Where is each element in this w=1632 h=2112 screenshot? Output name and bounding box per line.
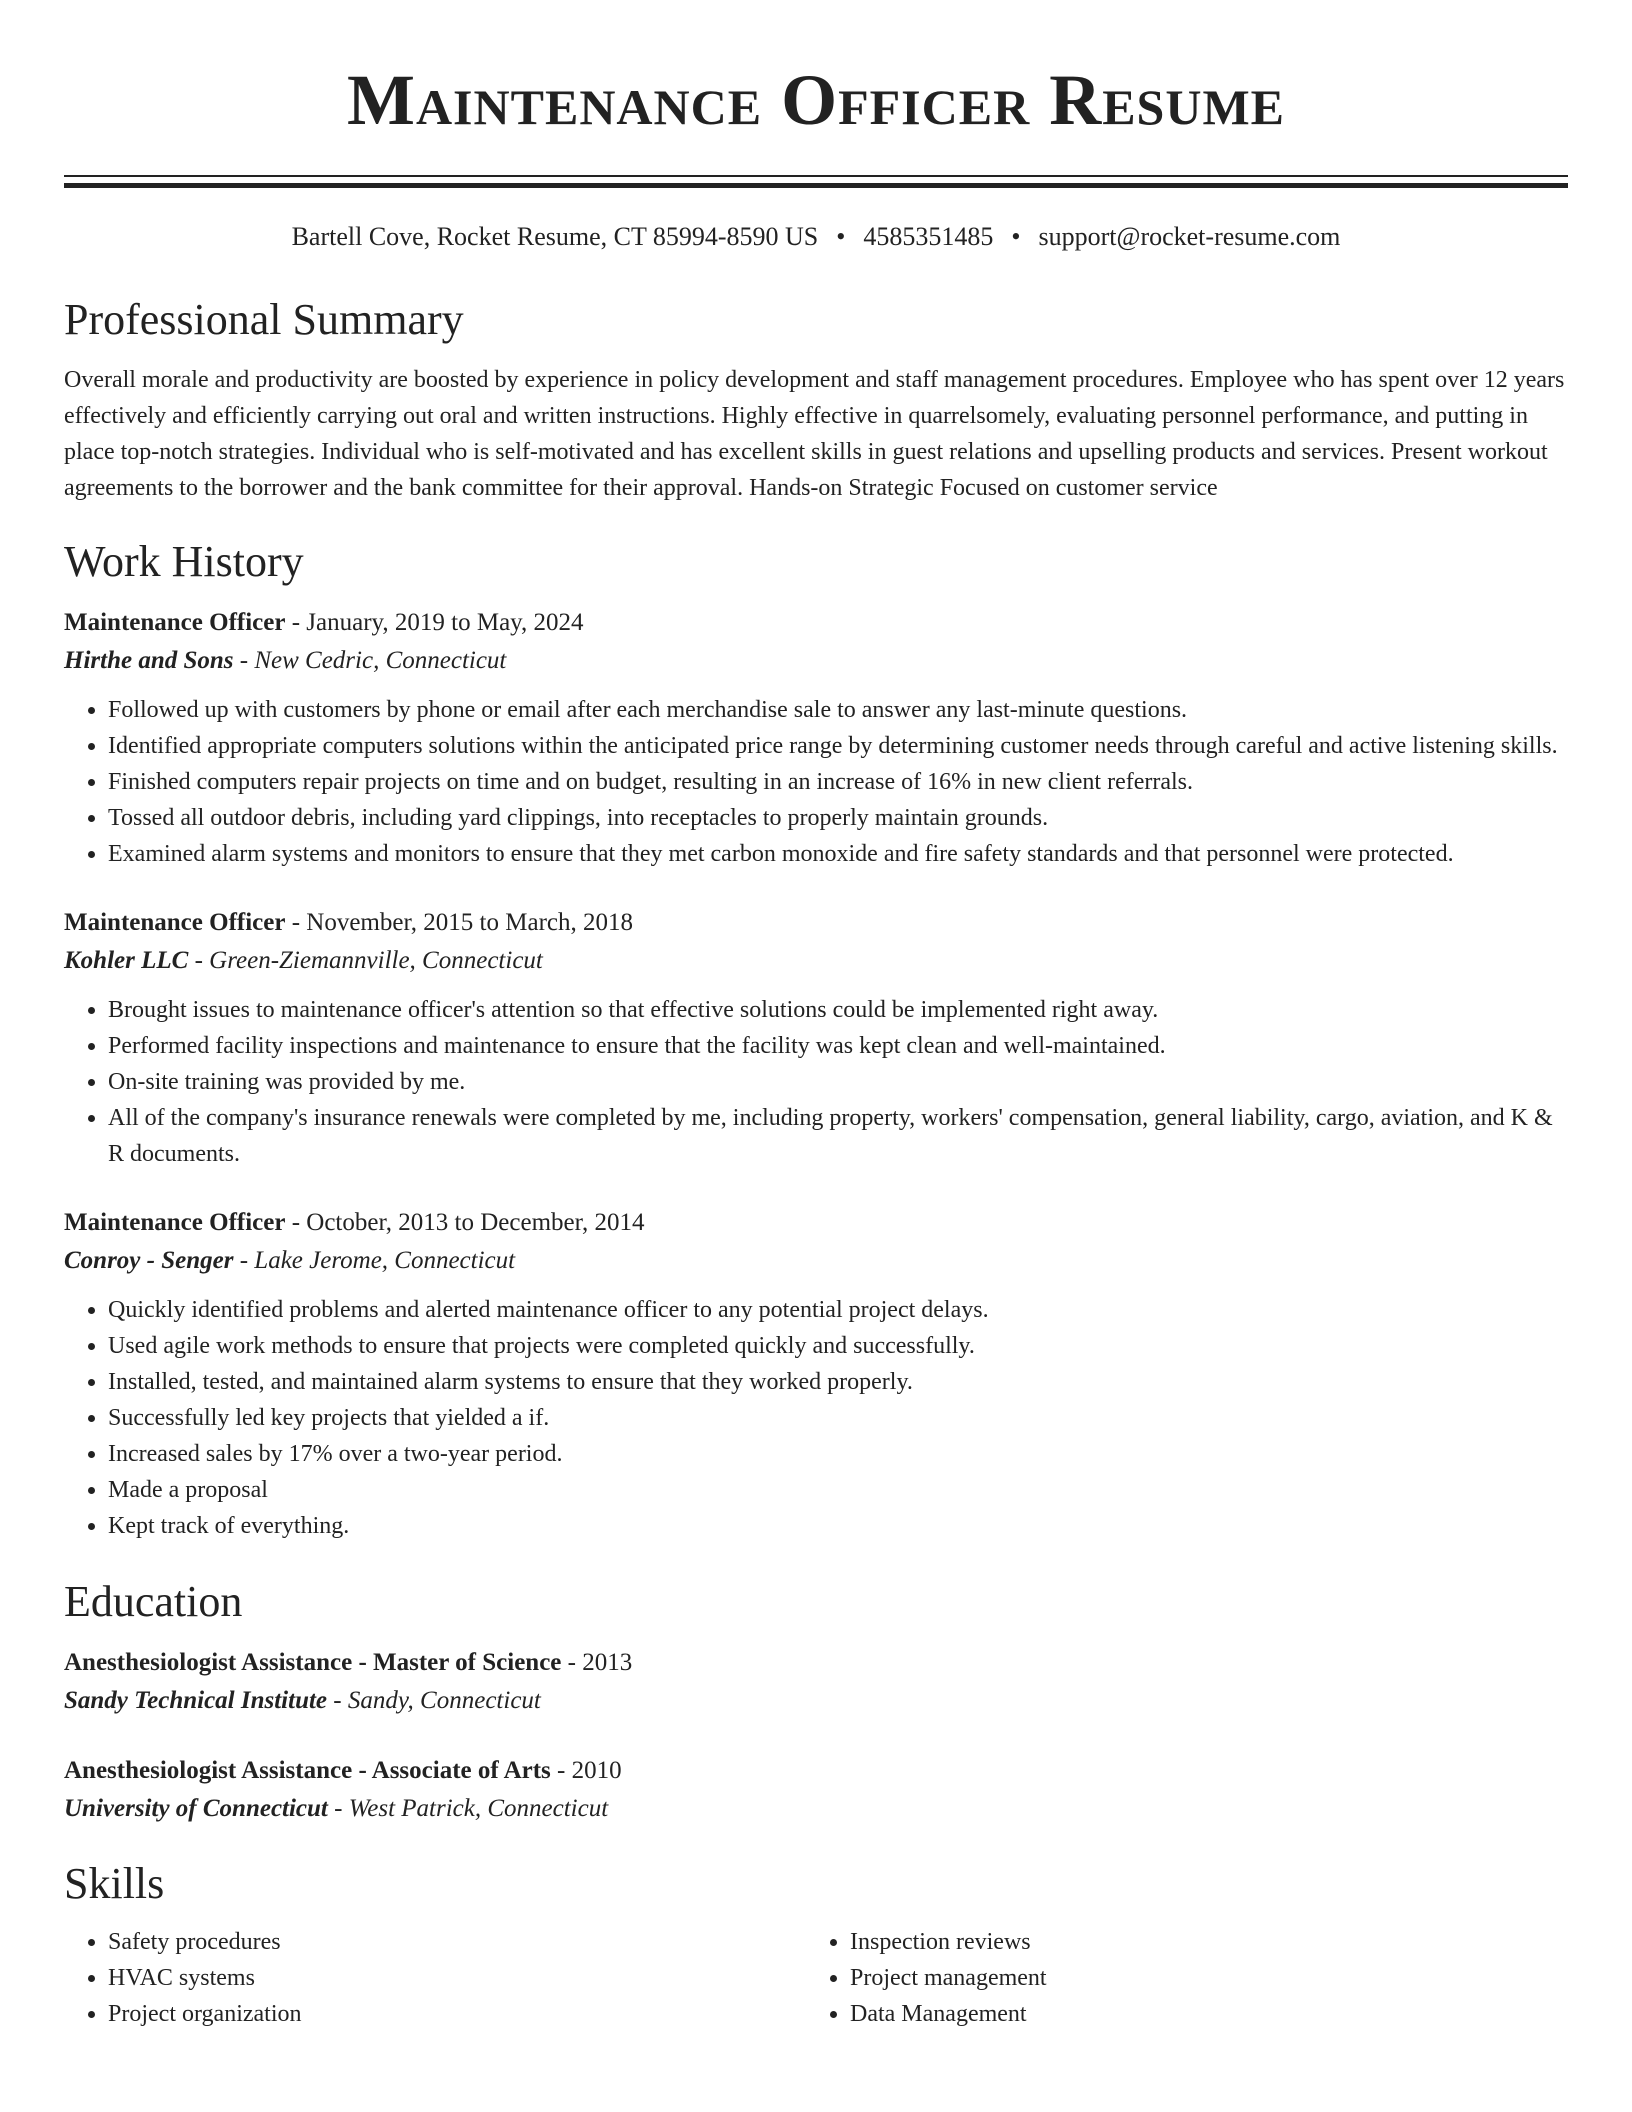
job-location: - New Cedric, Connecticut (233, 647, 507, 674)
education-degree-line (64, 1752, 1568, 1790)
contact-separator: • (836, 222, 846, 251)
education-degree: Anesthesiologist Assistance - Master of Science (64, 1649, 562, 1676)
job-bullet: • Finished computers repair projects on time and on budget, resulting in an increase of 16% in new client referrals. (108, 764, 1568, 800)
job-bullet: • On-site training was provided by me. (108, 1064, 1568, 1100)
contact-phone: 4585351485 (863, 222, 994, 251)
job-bullet: • Tossed all outdoor debris, including yard clippings, into receptacles to properly maintain grounds. (108, 800, 1568, 836)
job-bullets (64, 992, 1568, 1172)
page-title: Maintenance Officer Resume (346, 60, 1286, 140)
job-bullet: • All of the company's insurance renewals were completed by me, including property, workers' compensation, general liability, cargo, aviation, and K & R documents. (108, 1100, 1568, 1172)
job-dates: - November, 2015 to March, 2018 (285, 909, 633, 936)
education-school: University of Connecticut (64, 1795, 328, 1822)
education-degree-line (64, 1644, 1568, 1682)
job-title: Maintenance Officer (64, 1209, 286, 1236)
job-location: - Green-Ziemannville, Connecticut (188, 947, 543, 974)
section-heading-education: Education (64, 1577, 243, 1626)
job-dates: - January, 2019 to May, 2024 (285, 609, 584, 636)
job-location: - Lake Jerome, Connecticut (233, 1247, 516, 1274)
job-title-line (64, 904, 1568, 942)
job-entry (64, 604, 1568, 872)
skill-item: • Safety procedures (108, 1924, 806, 1960)
skills-column-left (64, 1924, 806, 2032)
job-title: Maintenance Officer (64, 609, 286, 636)
job-bullet: • Installed, tested, and maintained alarm systems to ensure that they worked properly. (108, 1364, 1568, 1400)
education-location: - Sandy, Connecticut (327, 1687, 541, 1714)
education-degree: Anesthesiologist Assistance - Associate of Arts (64, 1757, 551, 1784)
skill-item: • Data Management (850, 1996, 1548, 2032)
section-heading-skills: Skills (64, 1859, 165, 1908)
job-bullet: • Examined alarm systems and monitors to ensure that they met carbon monoxide and fire safety standards and that personnel were protected. (108, 836, 1568, 872)
job-entry (64, 1204, 1568, 1544)
education-school-line (64, 1790, 1568, 1828)
job-bullet: • Used agile work methods to ensure that projects were completed quickly and successfully. (108, 1328, 1568, 1364)
job-title-line (64, 604, 1568, 642)
education-location: - West Patrick, Connecticut (327, 1795, 609, 1822)
education-entry (64, 1752, 1568, 1828)
job-bullet: • Brought issues to maintenance officer's attention so that effective solutions could be implemented right away. (108, 992, 1568, 1028)
job-dates: - October, 2013 to December, 2014 (285, 1209, 645, 1236)
skills-list (64, 1924, 1568, 2032)
job-company: Conroy - Senger (64, 1247, 234, 1274)
job-bullet: • Made a proposal (108, 1472, 1568, 1508)
section-heading-summary: Professional Summary (64, 295, 464, 344)
education-school: Sandy Technical Institute (64, 1687, 328, 1714)
job-company-line (64, 1242, 1568, 1280)
job-title: Maintenance Officer (64, 909, 286, 936)
job-bullet: • Quickly identified problems and alerted maintenance officer to any potential project delays. (108, 1292, 1568, 1328)
job-bullets (64, 692, 1568, 872)
education-year: - 2010 (550, 1757, 622, 1784)
job-bullet: • Successfully led key projects that yielded a if. (108, 1400, 1568, 1436)
job-company-line (64, 642, 1568, 680)
title-divider-thick (64, 183, 1568, 188)
contact-email: support@rocket-resume.com (1038, 222, 1341, 251)
job-title-line (64, 1204, 1568, 1242)
job-bullet: • Performed facility inspections and maintenance to ensure that the facility was kept clean and well-maintained. (108, 1028, 1568, 1064)
skill-item: • Project organization (108, 1996, 806, 2032)
skill-item: • Project management (850, 1960, 1548, 1996)
education-school-line (64, 1682, 1568, 1720)
job-bullet: • Increased sales by 17% over a two-year period. (108, 1436, 1568, 1472)
skill-item: • HVAC systems (108, 1960, 806, 1996)
job-company-line (64, 942, 1568, 980)
summary-text: Overall morale and productivity are boosted by experience in policy development and staff management procedures. Employee who has spent over 12 years effectively and efficiently carrying out oral and written instructions. Highly effective in quarrelsomely, evaluating personnel performance, and putting in place top-notch strategies. Individual who is self-motivated and has excellent skills in guest relations and upselling products and services. Present workout agreements to the borrower and the bank committee for their approval. Hands-on Strategic Focused on customer service (64, 367, 1565, 501)
job-bullet: • Identified appropriate computers solutions within the anticipated price range by determining customer needs through careful and active listening skills. (108, 728, 1568, 764)
job-company: Hirthe and Sons (64, 647, 234, 674)
skills-column-right (806, 1924, 1548, 2032)
education-entry (64, 1644, 1568, 1720)
section-heading-work-history: Work History (64, 537, 304, 586)
job-bullet: • Followed up with customers by phone or email after each merchandise sale to answer any last-minute questions. (108, 692, 1568, 728)
title-divider-thin (64, 175, 1568, 177)
skill-item: • Inspection reviews (850, 1924, 1548, 1960)
contact-address: Bartell Cove, Rocket Resume, CT 85994-8590 US (291, 222, 819, 251)
contact-line (64, 220, 1568, 254)
education-year: - 2013 (561, 1649, 633, 1676)
contact-separator: • (1011, 222, 1021, 251)
job-bullet: • Kept track of everything. (108, 1508, 1568, 1544)
job-entry (64, 904, 1568, 1172)
job-bullets (64, 1292, 1568, 1544)
job-company: Kohler LLC (64, 947, 189, 974)
